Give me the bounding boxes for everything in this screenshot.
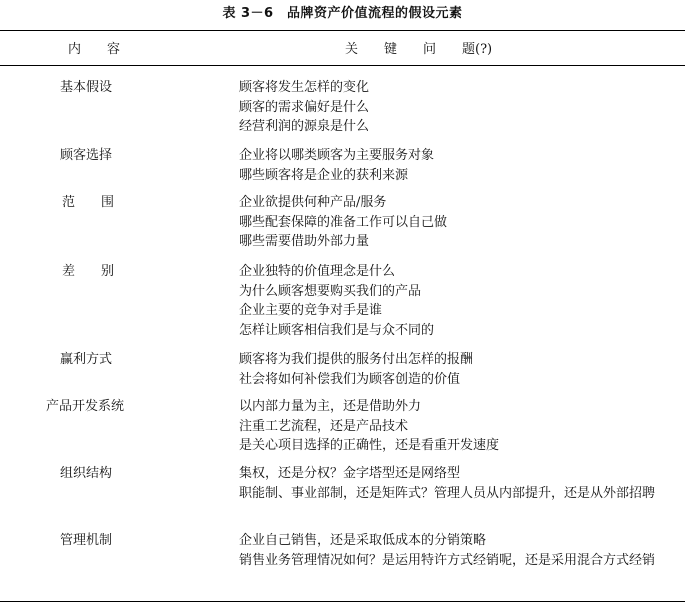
row-label: 范 围 [62,195,115,210]
row-questions [225,262,670,340]
question-line: 企业将以哪类顾客为主要服务对象 [239,148,435,163]
row-questions [225,146,670,185]
row-questions [225,350,670,389]
question-line: 职能制、事业部制，还是矩阵式？管理人员从内部提升，还是从外部招聘 [239,485,656,501]
question-line: 企业欲提供何种产品/服务 [239,195,387,210]
question-line: 以内部力量为主，还是借助外力 [239,399,422,414]
row-label: 赢利方式 [60,352,113,367]
top-rule [0,30,685,31]
row-questions [225,531,670,570]
question-line: 销售业务管理情况如何？是运用特许方式经销呢，还是采用混合方式经销 [239,552,656,568]
row-label: 产品开发系统 [46,399,125,414]
header-content: 内 容 [68,42,121,57]
header-rule [0,65,685,66]
question-line: 哪些配套保障的准备工作可以自己做 [239,214,448,230]
row-questions [225,78,670,137]
question-line: 社会将如何补偿我们为顾客创造的价值 [239,371,461,387]
row-label: 基本假设 [60,80,113,95]
question-line: 为什么顾客想要购买我们的产品 [239,283,422,299]
question-line: 顾客将为我们提供的服务付出怎样的报酬 [239,352,474,367]
question-line: 企业主要的竞争对手是谁 [239,303,383,318]
row-questions [225,464,670,503]
row-label: 顾客选择 [60,148,113,163]
question-line: 是关心项目选择的正确性，还是看重开发速度 [239,438,500,453]
table-caption: 表 3－6 品牌资产价值流程的假设元素 [222,6,463,21]
question-line: 企业自己销售，还是采取低成本的分销策略 [239,533,487,548]
question-line: 集权，还是分权？金字塔型还是网络型 [239,466,461,481]
row-questions [225,397,670,456]
row-questions [225,193,670,252]
bottom-rule [0,601,685,602]
header-key-questions: 关 键 问 题(?) [345,42,493,57]
question-line: 怎样让顾客相信我们是与众不同的 [239,322,435,338]
question-line: 哪些需要借助外部力量 [239,234,370,249]
question-line: 注重工艺流程，还是产品技术 [239,418,409,434]
question-line: 顾客的需求偏好是什么 [239,99,370,115]
question-line: 企业独特的价值理念是什么 [239,264,396,279]
row-label: 管理机制 [60,533,113,548]
row-label: 差 别 [62,264,115,279]
question-line: 顾客将发生怎样的变化 [239,80,370,95]
question-line: 哪些顾客将是企业的获利来源 [239,167,409,183]
question-line: 经营利润的源泉是什么 [239,119,370,134]
row-label: 组织结构 [60,466,113,481]
